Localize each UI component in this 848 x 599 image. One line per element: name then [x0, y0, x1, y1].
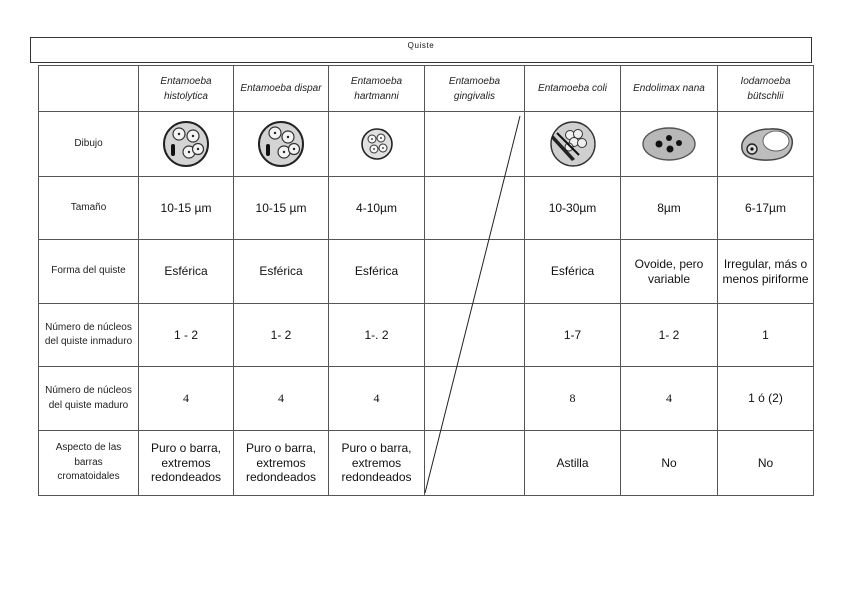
immature-nuclei-value: 1 [718, 304, 814, 367]
chromatoid-bar-value: Puro o barra, extremos redondeados [139, 431, 234, 496]
immature-nuclei-value [425, 304, 525, 367]
cyst-4-nuclei-chromatoid-icon [158, 119, 214, 169]
drawing-cell [139, 112, 234, 177]
title-box [30, 37, 812, 63]
shape-value [425, 240, 525, 304]
chromatoid-bar-value: Puro o barra, extremos redondeados [234, 431, 329, 496]
drawing-cell [329, 112, 425, 177]
drawing-cell [525, 112, 621, 177]
small-cyst-4-nuclei-icon [349, 119, 405, 169]
row-header: Dibujo [39, 112, 139, 177]
oval-cyst-4-nuclei-icon [637, 119, 701, 169]
cyst-8-nuclei-splinter-icon [545, 119, 601, 169]
immature-nuclei-value: 1- 2 [234, 304, 329, 367]
chromatoid-bar-value: No [621, 431, 718, 496]
table-row [39, 177, 814, 240]
size-value: 8µm [621, 177, 718, 240]
corner-cell [39, 66, 139, 112]
shape-value: Irregular, más o menos piriforme [718, 240, 814, 304]
table-title: Quiste [407, 41, 435, 50]
row-header: Número de núcleos del quiste inmaduro [39, 304, 139, 367]
shape-value: Esférica [525, 240, 621, 304]
species-header: Entamoeba coli [525, 66, 621, 112]
immature-nuclei-value: 1-. 2 [329, 304, 425, 367]
mature-nuclei-value: 4 [234, 367, 329, 431]
cyst-4-nuclei-chromatoid-icon [253, 119, 309, 169]
species-header: Entamoeba gingivalis [425, 66, 525, 112]
size-value [425, 177, 525, 240]
drawing-cell [234, 112, 329, 177]
shape-value: Esférica [234, 240, 329, 304]
chromatoid-bar-value: Puro o barra, extremos redondeados [329, 431, 425, 496]
table-row [39, 367, 814, 431]
table-row [39, 304, 814, 367]
row-header: Aspecto de las barras cromatoidales [39, 431, 139, 496]
shape-value: Esférica [139, 240, 234, 304]
mature-nuclei-value [425, 367, 525, 431]
size-value: 10-30µm [525, 177, 621, 240]
drawing-cell [425, 112, 525, 177]
row-header: Tamaño [39, 177, 139, 240]
row-header: Forma del quiste [39, 240, 139, 304]
size-value: 10-15 µm [234, 177, 329, 240]
immature-nuclei-value: 1- 2 [621, 304, 718, 367]
header-row [39, 66, 814, 112]
table-row [39, 240, 814, 304]
cyst-comparison-table [38, 65, 814, 496]
drawing-cell [718, 112, 814, 177]
chromatoid-bar-value: No [718, 431, 814, 496]
shape-value: Esférica [329, 240, 425, 304]
table-row [39, 112, 814, 177]
immature-nuclei-value: 1 - 2 [139, 304, 234, 367]
row-header: Número de núcleos del quiste maduro [39, 367, 139, 431]
table-row [39, 431, 814, 496]
size-value: 4-10µm [329, 177, 425, 240]
irregular-cyst-vacuole-icon [734, 119, 798, 169]
species-header: Iodamoeba bütschlii [718, 66, 814, 112]
mature-nuclei-value: 1 ó (2) [718, 367, 814, 431]
mature-nuclei-value: 4 [329, 367, 425, 431]
mature-nuclei-value: 4 [139, 367, 234, 431]
mature-nuclei-value: 4 [621, 367, 718, 431]
size-value: 6-17µm [718, 177, 814, 240]
immature-nuclei-value: 1-7 [525, 304, 621, 367]
species-header: Endolimax nana [621, 66, 718, 112]
shape-value: Ovoide, pero variable [621, 240, 718, 304]
mature-nuclei-value: 8 [525, 367, 621, 431]
chromatoid-bar-value: Astilla [525, 431, 621, 496]
chromatoid-bar-value [425, 431, 525, 496]
species-header: Entamoeba hartmanni [329, 66, 425, 112]
species-header: Entamoeba histolytica [139, 66, 234, 112]
size-value: 10-15 µm [139, 177, 234, 240]
drawing-cell [621, 112, 718, 177]
species-header: Entamoeba dispar [234, 66, 329, 112]
